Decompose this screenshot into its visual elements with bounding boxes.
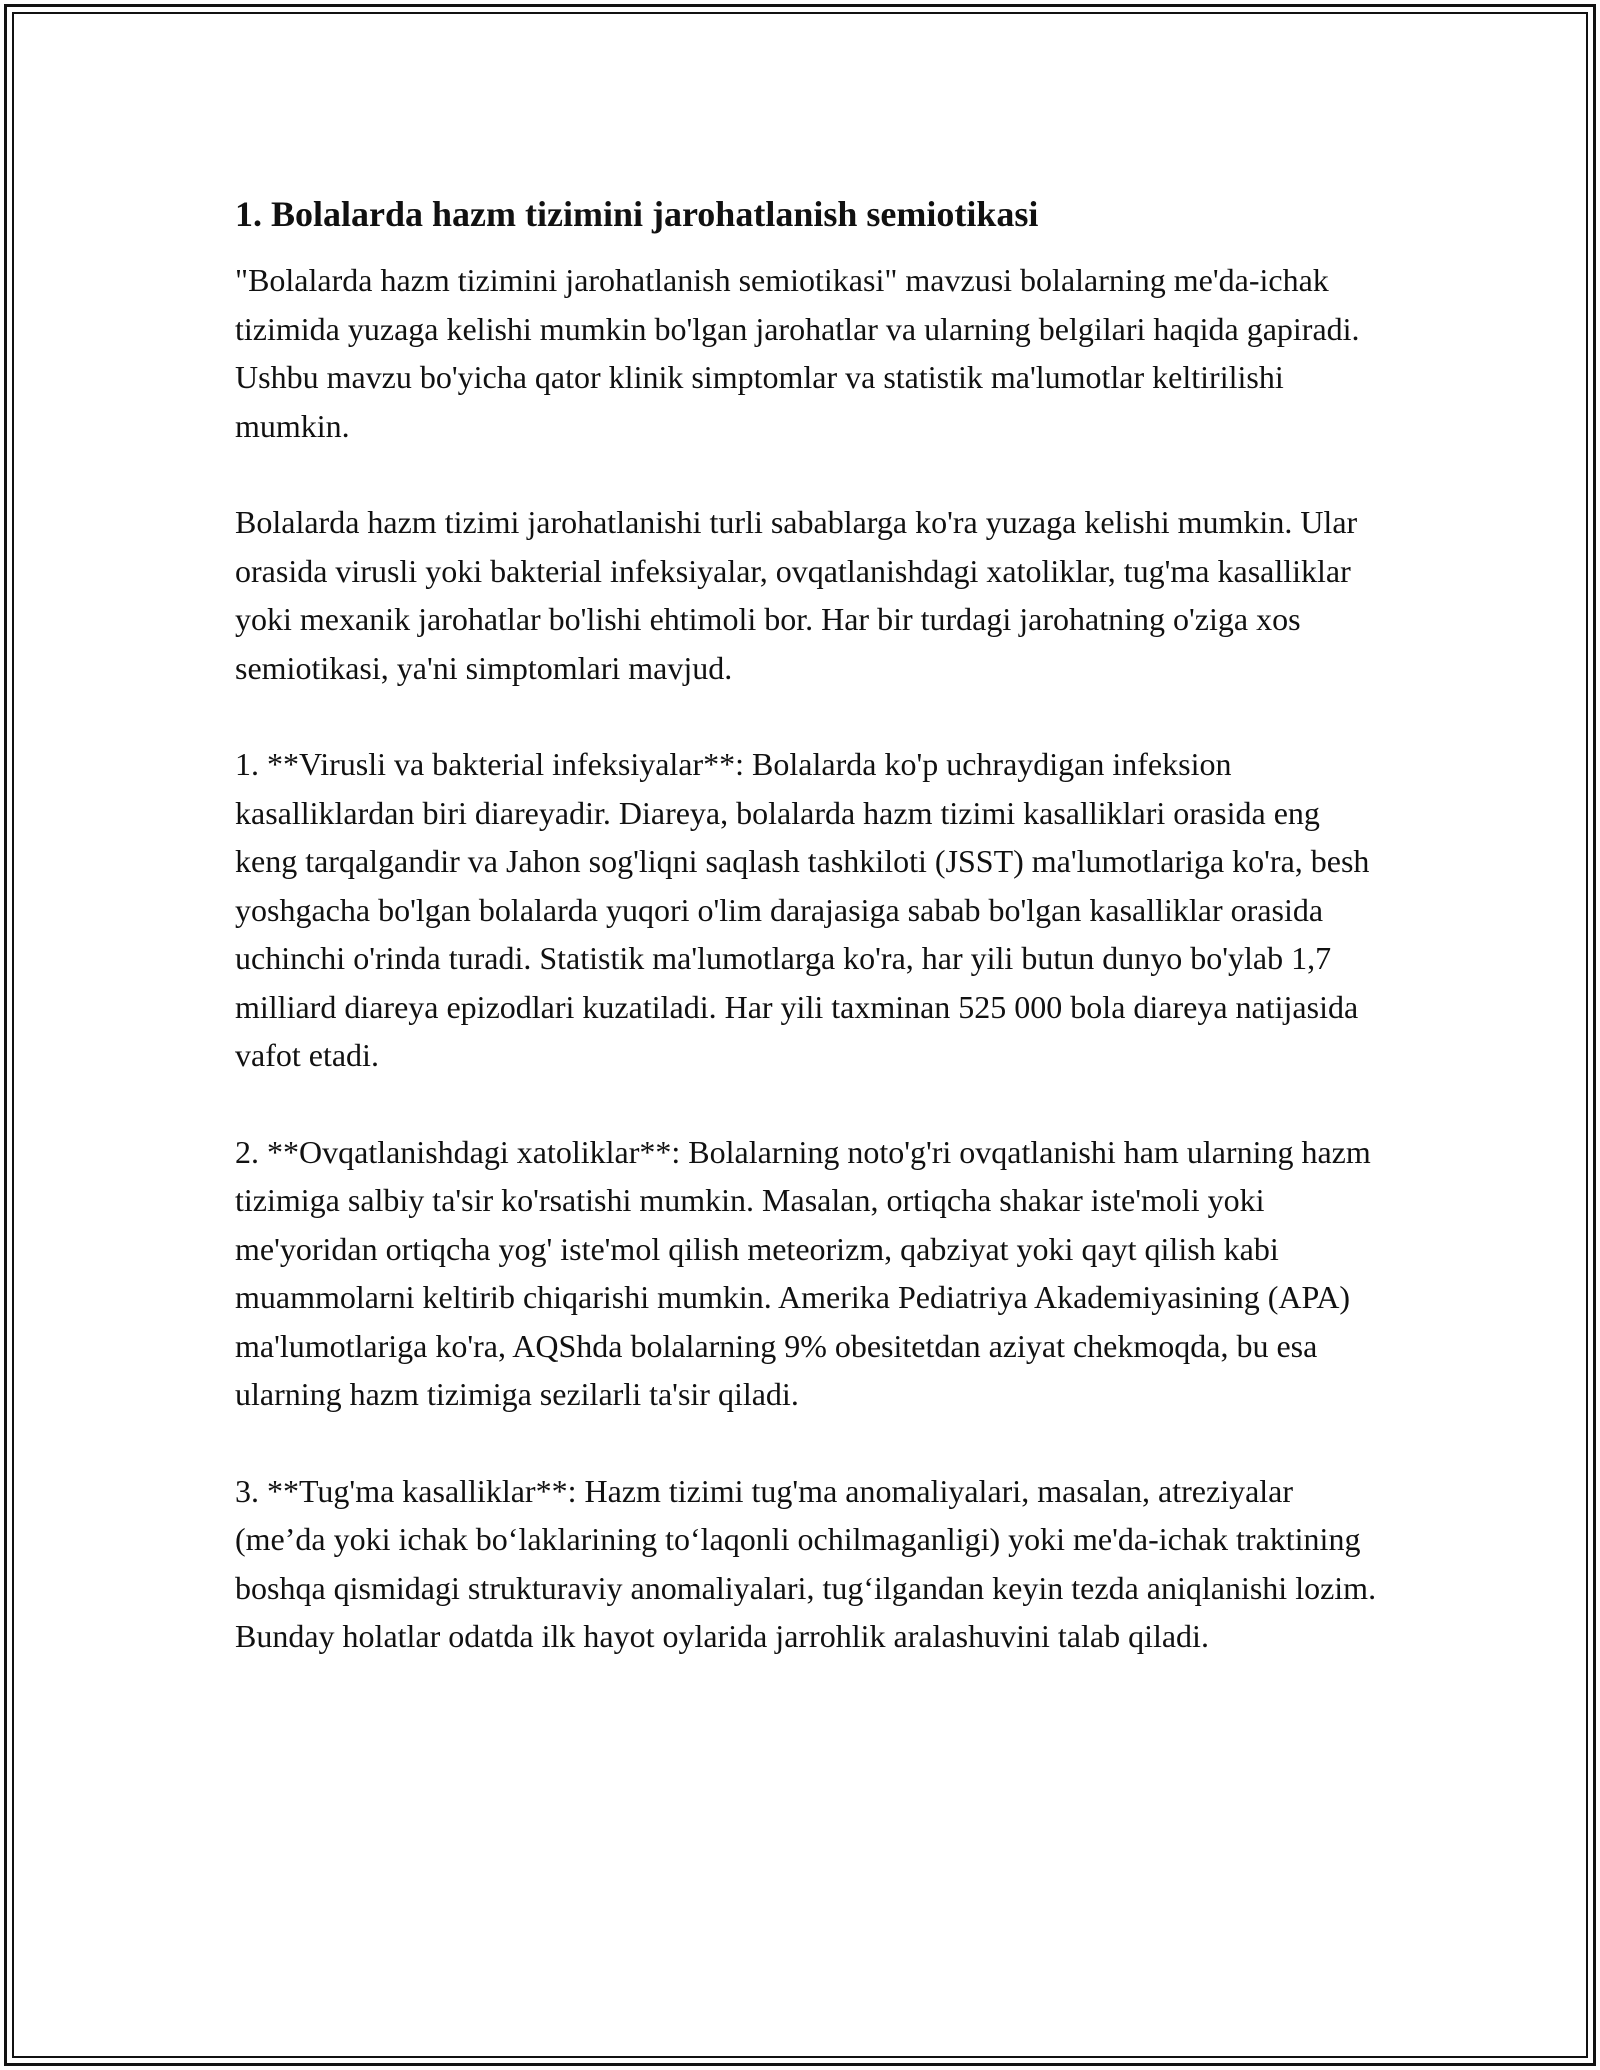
- document-title: 1. Bolalarda hazm tizimini jarohatlanish semiotikasi: [235, 194, 1039, 234]
- paragraph-intro: "Bolalarda hazm tizimini jarohatlanish semiotikasi" mavzusi bolalarning me'da-ichak tizimida yuzaga kelishi mumkin bo'lgan jarohatlar va ularning belgilari haqida gapiradi. Ushbu mavzu bo'yicha qator klinik simptomlar va statistik ma'lumotlar keltirilishi mumkin.: [235, 262, 1360, 444]
- paragraph-infections: 1. **Virusli va bakterial infeksiyalar**: Bolalarda ko'p uchraydigan infeksion kasalliklardan biri diareyadir. Diareya, bolalarda hazm tizimi kasalliklari orasida eng keng tarqalgandir va Jahon sog'liqni saqlash tashkiloti (JSST) ma'lumotlariga ko'ra, besh yoshgacha bo'lgan bolalarda yuqori o'lim darajasiga sabab bo'lgan kasalliklar orasida uchinchi o'rinda turadi. Statistik ma'lumotlarga ko'ra, har yili butun dunyo bo'ylab 1,7 milliard diareya epizodlari kuzatiladi. Har yili taxminan 525 000 bola diareya natijasida vafot etadi.: [235, 746, 1370, 1073]
- paragraph-causes: Bolalarda hazm tizimi jarohatlanishi turli sabablarga ko'ra yuzaga kelishi mumkin. Ular orasida virusli yoki bakterial infeksiyalar, ovqatlanishdagi xatoliklar, tug'ma kasalliklar yoki mexanik jarohatlar bo'lishi ehtimoli bor. Har bir turdagi jarohatning o'ziga xos semiotikasi, ya'ni simptomlari mavjud.: [235, 504, 1358, 686]
- paragraph-nutrition: 2. **Ovqatlanishdagi xatoliklar**: Bolalarning noto'g'ri ovqatlanishi ham ularning hazm tizimiga salbiy ta'sir ko'rsatishi mumkin. Masalan, ortiqcha shakar iste'moli yoki me'yoridan ortiqcha yog' iste'mol qilish meteorizm, qabziyat yoki qayt qilish kabi muammolarni keltirib chiqarishi mumkin. Amerika Pediatriya Akademiyasining (APA) ma'lumotlariga ko'ra, AQShda bolalarning 9% obesitetdan aziyat chekmoqda, bu esa ularning hazm tizimiga sezilarli ta'sir qiladi.: [235, 1133, 1371, 1412]
- document-body: [235, 190, 1385, 1709]
- paragraph-congenital: 3. **Tug'ma kasalliklar**: Hazm tizimi tug'ma anomaliyalari, masalan, atreziyalar (me’da yoki ichak bo‘laklarining to‘laqonli ochilmaganligi) yoki me'da-ichak traktining boshqa qismidagi strukturaviy anomaliyalari, tug‘ilgandan keyin tezda aniqlanishi lozim. Bunday holatlar odatda ilk hayot oylarida jarrohlik aralashuvini talab qiladi.: [235, 1472, 1377, 1654]
